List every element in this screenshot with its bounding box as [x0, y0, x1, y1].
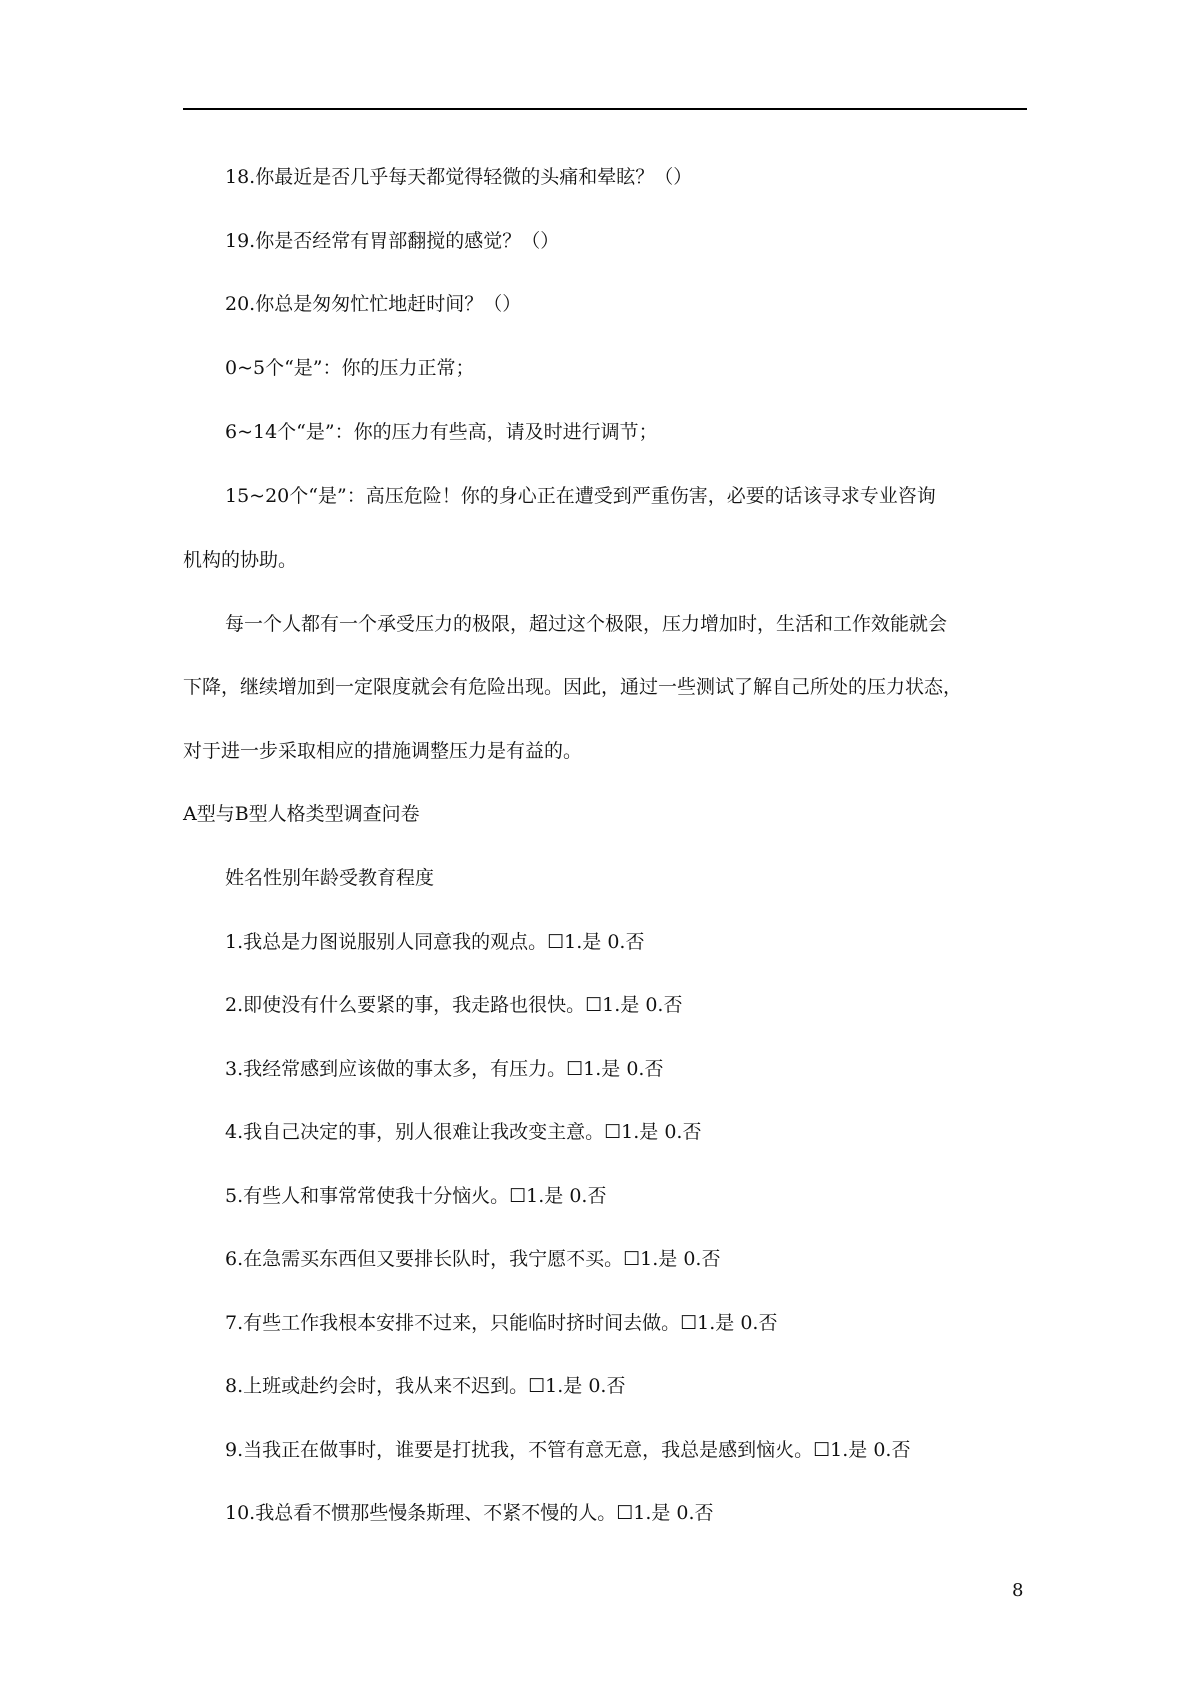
- survey-item-2: 2.即使没有什么要紧的事，我走路也很快。☐1.是 0.否: [225, 994, 683, 1016]
- score-range-danger-cont: 机构的协助。: [183, 549, 298, 571]
- survey-item-3: 3.我经常感到应该做的事太多，有压力。☐1.是 0.否: [225, 1058, 664, 1080]
- survey-item-7: 7.有些工作我根本安排不过来，只能临时挤时间去做。☐1.是 0.否: [225, 1312, 778, 1334]
- score-range-normal: 0~5个“是”：你的压力正常；: [225, 357, 475, 379]
- question-18: 18.你最近是否几乎每天都觉得轻微的头痛和晕眩？（）: [225, 166, 693, 188]
- paragraph-line-3: 对于进一步采取相应的措施调整压力是有益的。: [183, 740, 583, 762]
- score-range-high: 6~14个“是”：你的压力有些高，请及时进行调节；: [225, 421, 658, 443]
- section-heading: A型与B型人格类型调查问卷: [183, 803, 420, 825]
- survey-item-9: 9.当我正在做事时，谁要是打扰我，不管有意无意，我总是感到恼火。☐1.是 0.否: [225, 1439, 911, 1461]
- header-rule: [183, 108, 1027, 110]
- question-19: 19.你是否经常有胃部翻搅的感觉？（）: [225, 230, 560, 252]
- survey-item-4: 4.我自己决定的事，别人很难让我改变主意。☐1.是 0.否: [225, 1121, 702, 1143]
- survey-item-10: 10.我总看不惯那些慢条斯理、不紧不慢的人。☐1.是 0.否: [225, 1502, 714, 1524]
- page-number: 8: [1012, 1580, 1024, 1601]
- paragraph-line-2: 下降，继续增加到一定限度就会有危险出现。因此，通过一些测试了解自己所处的压力状态，: [183, 676, 963, 698]
- survey-item-8: 8.上班或赴约会时，我从来不迟到。☐1.是 0.否: [225, 1375, 626, 1397]
- survey-item-5: 5.有些人和事常常使我十分恼火。☐1.是 0.否: [225, 1185, 607, 1207]
- question-20: 20.你总是匆匆忙忙地赶时间？（）: [225, 293, 522, 315]
- paragraph-line-1: 每一个人都有一个承受压力的极限，超过这个极限，压力增加时，生活和工作效能就会: [225, 613, 948, 635]
- score-range-danger: 15~20个“是”：高压危险！你的身心正在遭受到严重伤害，必要的话该寻求专业咨询: [225, 485, 936, 507]
- survey-item-1: 1.我总是力图说服别人同意我的观点。☐1.是 0.否: [225, 931, 645, 953]
- respondent-info-fields: 姓名性别年龄受教育程度: [225, 867, 435, 889]
- survey-item-6: 6.在急需买东西但又要排长队时，我宁愿不买。☐1.是 0.否: [225, 1248, 721, 1270]
